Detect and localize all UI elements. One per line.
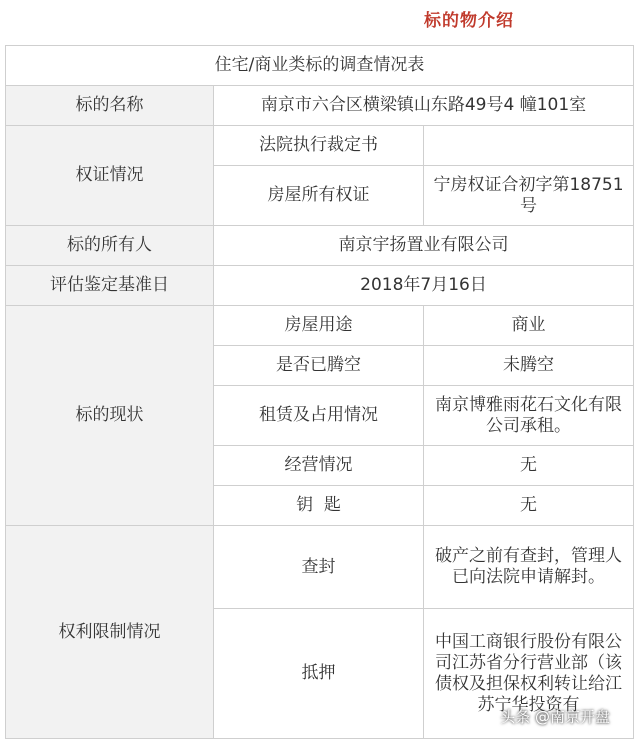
cert-court-label: 法院执行裁定书 (214, 126, 424, 166)
cert-court-value (424, 126, 634, 166)
investigation-table (5, 45, 634, 739)
restrict-label: 权利限制情况 (6, 526, 214, 739)
watermark: 头条 @南京开盘 (500, 708, 610, 726)
operation-label: 经营情况 (214, 446, 424, 486)
page-heading: 标的物介绍 (424, 11, 514, 31)
cert-house-label: 房屋所有权证 (214, 166, 424, 226)
usage-value: 商业 (424, 306, 634, 346)
seal-label: 查封 (214, 526, 424, 609)
name-label: 标的名称 (6, 86, 214, 126)
key-label: 钥 匙 (214, 486, 424, 526)
vacated-label: 是否已腾空 (214, 346, 424, 386)
date-value: 2018年7月16日 (214, 266, 634, 306)
date-label: 评估鉴定基准日 (6, 266, 214, 306)
vacated-value: 未腾空 (424, 346, 634, 386)
cert-label: 权证情况 (6, 126, 214, 226)
cert-house-value: 宁房权证合初字第18751号 (424, 166, 634, 226)
owner-value: 南京宇扬置业有限公司 (214, 226, 634, 266)
lease-value: 南京博雅雨花石文化有限公司承租。 (424, 386, 634, 446)
operation-value: 无 (424, 446, 634, 486)
usage-label: 房屋用途 (214, 306, 424, 346)
owner-label: 标的所有人 (6, 226, 214, 266)
key-value: 无 (424, 486, 634, 526)
seal-value: 破产之前有查封，管理人已向法院申请解封。 (424, 526, 634, 609)
mortgage-label: 抵押 (214, 609, 424, 739)
status-label: 标的现状 (6, 306, 214, 526)
name-value: 南京市六合区横梁镇山东路49号4 幢101室 (214, 86, 634, 126)
mortgage-value: 中国工商银行股份有限公司江苏省分行营业部（该债权及担保权利转让给江苏宁华投资有 (424, 609, 634, 739)
lease-label: 租赁及占用情况 (214, 386, 424, 446)
table-title: 住宅/商业类标的调查情况表 (6, 46, 634, 86)
